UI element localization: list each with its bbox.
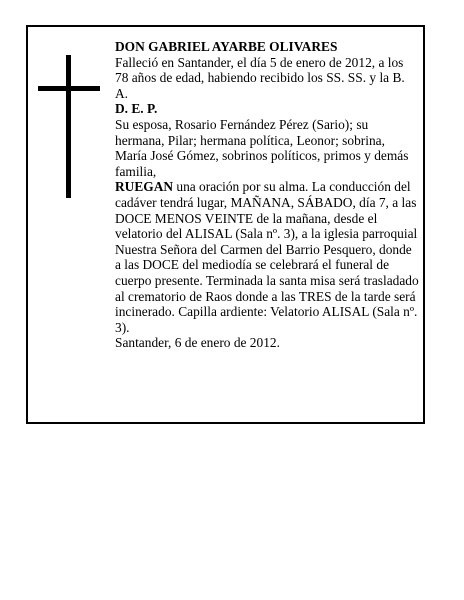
cross-horizontal-bar — [38, 86, 100, 91]
request-keyword: RUEGAN — [115, 179, 174, 195]
rip-heading: D. E. P. — [115, 101, 158, 117]
place-date: Santander, 6 de enero de 2012. — [115, 335, 280, 351]
funeral-details — [115, 179, 420, 335]
cross-icon — [38, 55, 100, 198]
death-statement: Falleció en Santander, el día 5 de enero de 2012, a los 78 años de edad, habiendo recibido los SS. SS. y la B. A. — [115, 54, 405, 101]
family-statement: Su esposa, Rosario Fernández Pérez (Sario); su hermana, Pilar; hermana política, Leonor; sobrina, María José Gómez, sobrinos políticos, primos y demás familia, — [115, 116, 409, 179]
deceased-name: DON GABRIEL AYARBE OLIVARES — [115, 39, 338, 54]
notice-text — [115, 39, 420, 351]
funeral-details-text: una oración por su alma. La conducción del cadáver tendrá lugar, MAÑANA, SÁBADO, día 7, a las DOCE MENOS VEINTE de la mañana, desde el velatorio del ALISAL (Sala nº. 3), a la iglesia parroquial Nuestra Señora del Carmen del Barrio Pesquero, donde a las DOCE del mediodía se celebrará el funeral de cuerpo presente. Terminada la santa misa será trasladado al crematorio de Raos donde a las TRES de la tarde será incinerado. Capilla ardiente: Velatorio ALISAL (Sala nº. 3). — [115, 179, 419, 335]
obituary-notice — [26, 25, 425, 424]
cross-vertical-bar — [66, 55, 71, 198]
